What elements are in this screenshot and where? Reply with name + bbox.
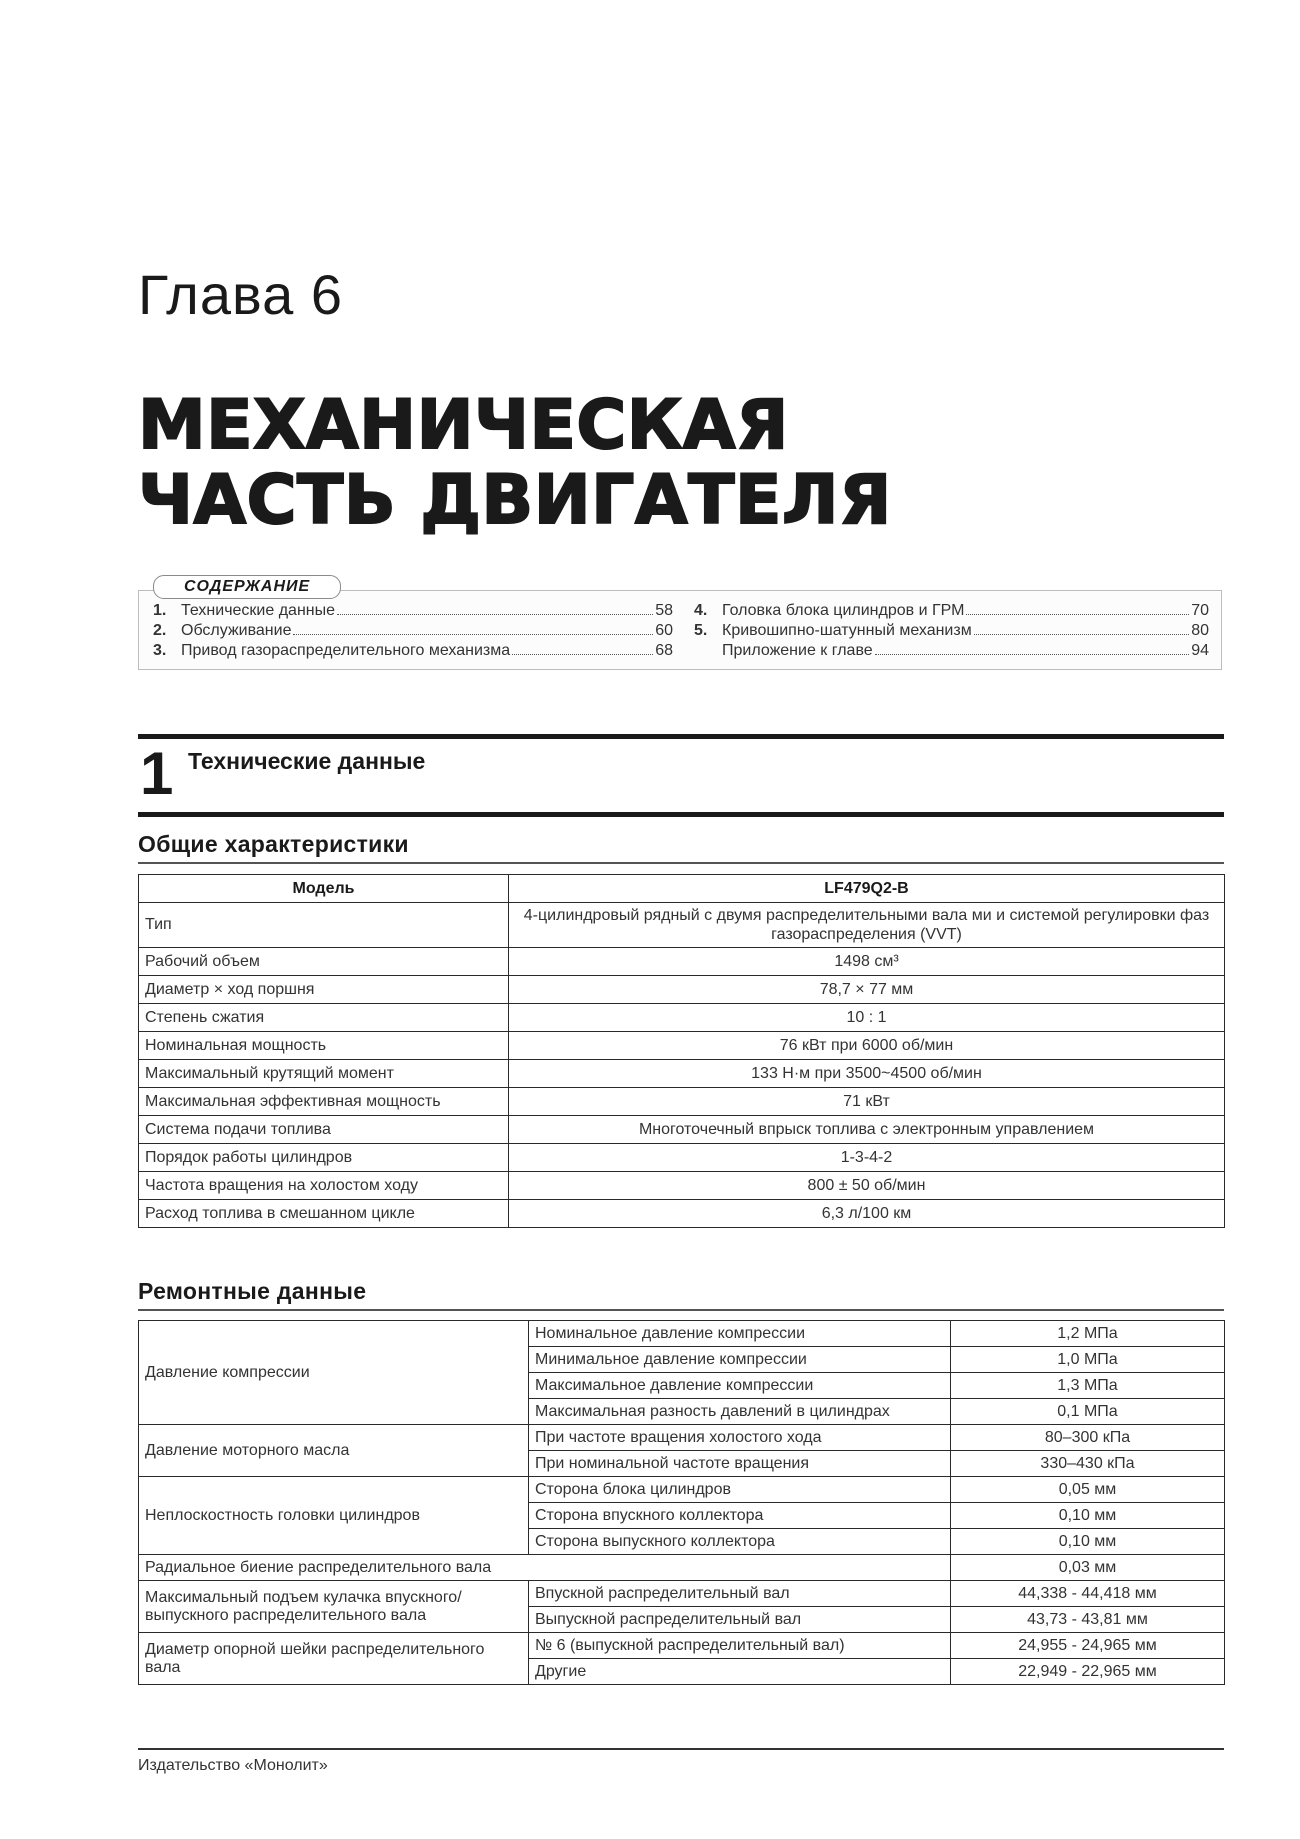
repair-subparam: Сторона выпускного коллектора [529,1529,951,1555]
section-top-rule [138,734,1224,739]
section-number: 1 [140,740,174,807]
toc-item-page: 58 [655,602,673,619]
toc-leader-dots [512,654,653,655]
toc-leader-dots [875,654,1190,655]
toc-item-page: 60 [655,622,673,639]
section-bottom-rule [138,812,1224,817]
toc-item[interactable] [694,641,1209,661]
spec-value: 71 кВт [509,1088,1225,1116]
spec-param: Максимальный крутящий момент [139,1060,509,1088]
repair-subparam: Сторона блока цилиндров [529,1477,951,1503]
table-row [139,1425,1225,1451]
toc-item-number: 4. [694,602,708,619]
repair-param: Радиальное биение распределительного вала [139,1555,951,1581]
toc-leader-dots [974,634,1190,635]
spec-value: 6,3 л/100 км [509,1200,1225,1228]
spec-param: Степень сжатия [139,1004,509,1032]
repair-value: 0,03 мм [951,1555,1225,1581]
spec-value: Многоточечный впрыск топлива с электронным управлением [509,1116,1225,1144]
spec-param: Расход топлива в смешанном цикле [139,1200,509,1228]
toc-leader-dots [337,614,653,615]
toc-item-label: Кривошипно-шатунный механизм [722,622,972,639]
general-heading: Общие характеристики [138,831,409,857]
table-row [139,1004,1225,1032]
repair-subparam: Сторона впускного коллектора [529,1503,951,1529]
toc-item-number: 2. [153,622,167,639]
repair-value: 0,10 мм [951,1529,1225,1555]
chapter-title-line1: МЕХАНИЧЕСКАЯ [138,386,789,465]
repair-value: 80–300 кПа [951,1425,1225,1451]
chapter-title [138,388,892,538]
column-header-value: LF479Q2-B [509,875,1225,903]
table-row [139,1088,1225,1116]
repair-subparam: Максимальное давление компрессии [529,1373,951,1399]
toc-item-page: 80 [1191,622,1209,639]
table-row [139,1321,1225,1347]
spec-value: 78,7 × 77 мм [509,976,1225,1004]
table-of-contents [138,578,1222,670]
repair-heading-rule [138,1309,1224,1311]
table-row [139,948,1225,976]
table-row [139,1581,1225,1607]
spec-param: Рабочий объем [139,948,509,976]
spec-param: Максимальная эффективная мощность [139,1088,509,1116]
table-row [139,1172,1225,1200]
toc-item-page: 68 [655,642,673,659]
chapter-title-line2: ЧАСТЬ ДВИГАТЕЛЯ [138,461,892,540]
spec-value: 800 ± 50 об/мин [509,1172,1225,1200]
toc-item[interactable] [694,621,1209,641]
repair-value: 1,3 МПа [951,1373,1225,1399]
repair-param: Давление компрессии [139,1321,529,1425]
column-header-param: Модель [139,875,509,903]
spec-value: 133 Н·м при 3500~4500 об/мин [509,1060,1225,1088]
repair-value: 0,1 МПа [951,1399,1225,1425]
repair-subparam: Впускной распределительный вал [529,1581,951,1607]
repair-subparam: Другие [529,1659,951,1685]
table-row [139,1200,1225,1228]
repair-subparam: № 6 (выпускной распределительный вал) [529,1633,951,1659]
toc-item[interactable] [153,601,673,621]
table-row [139,1555,1225,1581]
toc-item-label: Технические данные [181,602,336,619]
table-row [139,1144,1225,1172]
repair-param: Максимальный подъем кулачка впускного/ выпускного распределительного вала [139,1581,529,1633]
footer-rule [138,1748,1224,1750]
table-row [139,903,1225,948]
toc-leader-dots [293,634,653,635]
toc-item-number: 5. [694,622,708,639]
spec-value: 10 : 1 [509,1004,1225,1032]
repair-subparam: Минимальное давление компрессии [529,1347,951,1373]
toc-heading: СОДЕРЖАНИЕ [153,575,341,599]
toc-item[interactable] [153,641,673,661]
spec-param: Тип [139,903,509,948]
table-row [139,1633,1225,1659]
toc-item-label: Головка блока цилиндров и ГРМ [722,602,965,619]
repair-value: 43,73 - 43,81 мм [951,1607,1225,1633]
section-title: Технические данные [188,748,426,774]
repair-data-table [138,1320,1225,1685]
toc-item-number: 3. [153,642,167,659]
spec-value: 1498 см³ [509,948,1225,976]
table-header-row [139,875,1225,903]
table-row [139,976,1225,1004]
repair-param: Диаметр опорной шейки распределительного вала [139,1633,529,1685]
spec-param: Порядок работы цилиндров [139,1144,509,1172]
table-row [139,1116,1225,1144]
toc-item-number: 1. [153,602,167,619]
toc-item-page: 94 [1191,642,1209,659]
repair-heading: Ремонтные данные [138,1278,367,1304]
toc-column-right [694,601,1209,661]
toc-item-label: Привод газораспределительного механизма [181,642,511,659]
repair-subparam: Номинальное давление компрессии [529,1321,951,1347]
general-specs-table [138,874,1225,1228]
table-row [139,1060,1225,1088]
repair-subparam: При номинальной частоте вращения [529,1451,951,1477]
toc-column-left [153,601,673,661]
toc-item[interactable] [694,601,1209,621]
spec-param: Частота вращения на холостом ходу [139,1172,509,1200]
chapter-label: Глава 6 [138,263,343,326]
repair-param: Давление моторного масла [139,1425,529,1477]
toc-item-label: Приложение к главе [722,642,873,659]
repair-value: 24,955 - 24,965 мм [951,1633,1225,1659]
repair-subparam: Выпускной распределительный вал [529,1607,951,1633]
table-row [139,1477,1225,1503]
table-row [139,1032,1225,1060]
toc-item[interactable] [153,621,673,641]
repair-value: 0,10 мм [951,1503,1225,1529]
spec-param: Номинальная мощность [139,1032,509,1060]
repair-param: Неплоскостность головки цилиндров [139,1477,529,1555]
repair-value: 1,0 МПа [951,1347,1225,1373]
repair-value: 44,338 - 44,418 мм [951,1581,1225,1607]
spec-value: 4-цилиндровый рядный с двумя распределительными вала ми и системой регулировки фаз газораспределения (VVT) [509,903,1225,948]
toc-leader-dots [966,614,1189,615]
publisher-footer: Издательство «Монолит» [138,1757,328,1774]
spec-param: Система подачи топлива [139,1116,509,1144]
toc-item-label: Обслуживание [181,622,292,639]
repair-value: 330–430 кПа [951,1451,1225,1477]
spec-param: Диаметр × ход поршня [139,976,509,1004]
repair-value: 1,2 МПа [951,1321,1225,1347]
toc-item-page: 70 [1191,602,1209,619]
spec-value: 1-3-4-2 [509,1144,1225,1172]
spec-value: 76 кВт при 6000 об/мин [509,1032,1225,1060]
general-heading-rule [138,862,1224,864]
repair-subparam: При частоте вращения холостого хода [529,1425,951,1451]
repair-subparam: Максимальная разность давлений в цилиндрах [529,1399,951,1425]
repair-value: 22,949 - 22,965 мм [951,1659,1225,1685]
repair-value: 0,05 мм [951,1477,1225,1503]
